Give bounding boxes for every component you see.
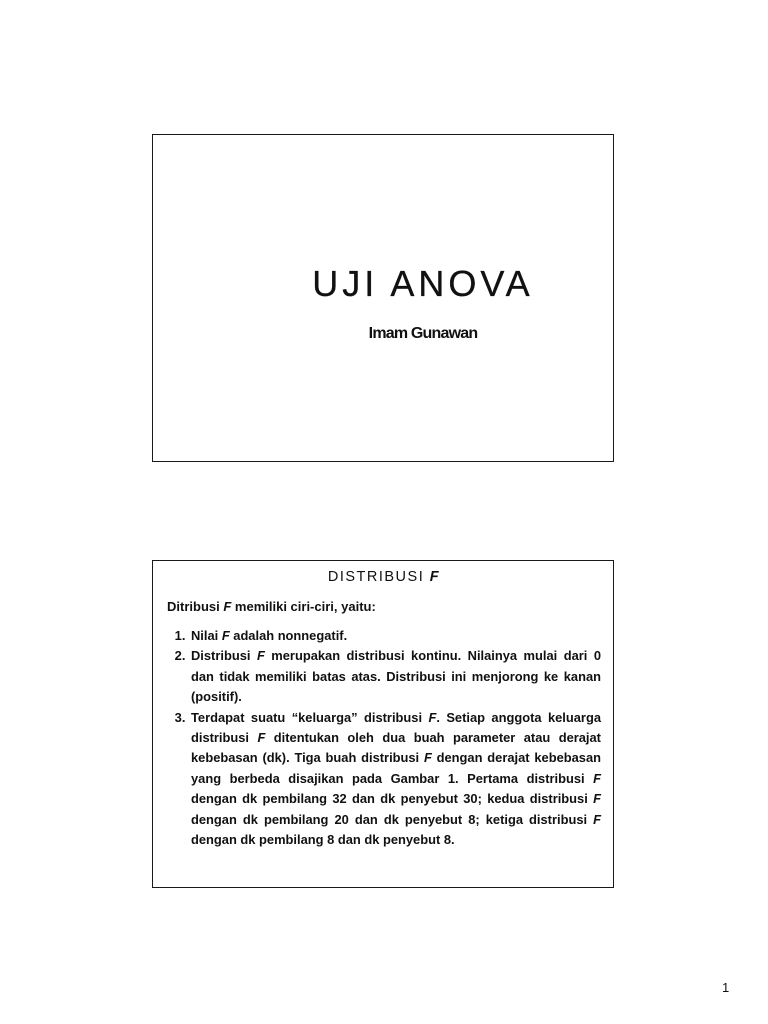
page-number: 1 (722, 980, 730, 995)
section-heading-text: DISTRIBUSI (327, 569, 425, 585)
intro-text (167, 599, 601, 614)
section-heading (167, 569, 601, 585)
list-item: 3. Terdapat suatu “keluarga” distribusi F. Setiap anggota keluarga distribusi F ditentukan oleh dua buah parameter atau derajat kebebasan (dk). Tiga buah distribusi F dengan derajat kebebasan yang berbeda disajikan pada Gambar 1. Pertama distribusi F dengan dk pembilang 32 dan dk penyebut 30; kedua distribusi F dengan dk pembilang 20 dan dk penyebut 8; ketiga distribusi F dengan dk pembilang 8 dan dk penyebut 8. (189, 708, 601, 851)
distribution-slide (152, 560, 614, 888)
section-heading-f: F (429, 569, 441, 585)
property-list (167, 626, 601, 850)
list-item: 1. Nilai F adalah nonnegatif. (189, 626, 601, 646)
author-name: Imam Gunawan (368, 325, 478, 342)
intro-f: F (223, 599, 232, 614)
slide-title: UJI ANOVA (312, 263, 534, 304)
intro-pre: Ditribusi (167, 599, 224, 614)
intro-post: memiliki ciri-ciri, yaitu: (231, 599, 376, 614)
list-item: 2. Distribusi F merupakan distribusi kontinu. Nilainya mulai dari 0 dan tidak memiliki batas atas. Distribusi ini menjorong ke kanan (positif). (189, 646, 601, 707)
title-slide (152, 134, 614, 462)
